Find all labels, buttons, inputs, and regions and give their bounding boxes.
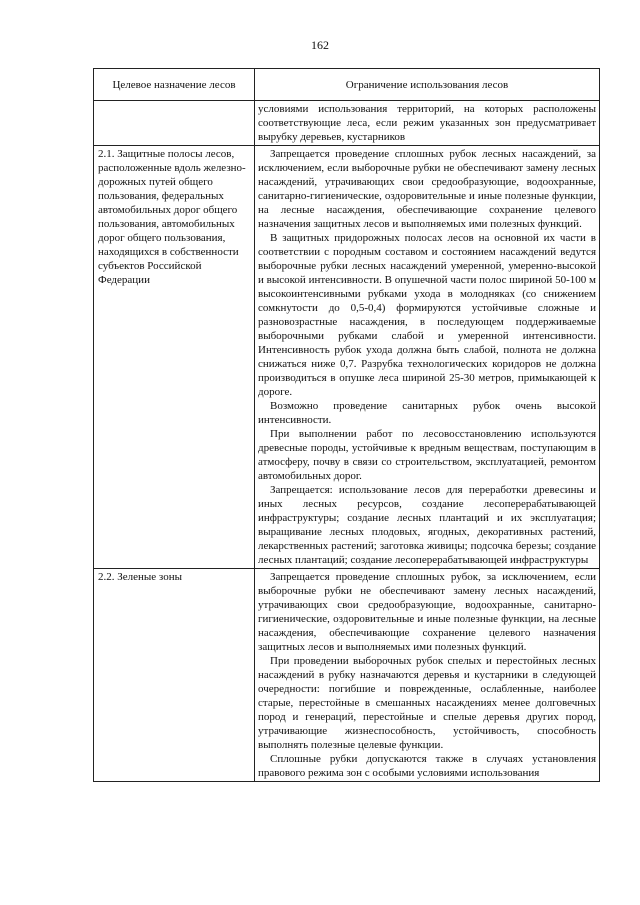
restriction-cell bbox=[255, 101, 600, 146]
restriction-cell bbox=[255, 146, 600, 569]
restriction-paragraph: Запрещается: использование лесов для переработки древесины и иных лесных ресурсов, создание лесоперерабатывающей инфраструктуры; создание лесных плантаций и их эксплуатация; выращивание лесных плодовых, ягодных, декоративных растений, лекарственных растений; заготовка живицы; подсочка березы; создание лесных плантаций; создание лесоперерабатывающей инфраструктуры bbox=[258, 484, 596, 566]
table-row-continuation bbox=[94, 101, 600, 146]
restriction-paragraph: Сплошные рубки допускаются также в случаях установления правового режима зон с особыми условиями использования bbox=[258, 753, 596, 779]
table-row-roadside-strips bbox=[94, 146, 600, 569]
purpose-cell bbox=[94, 101, 255, 146]
table-row-green-zones bbox=[94, 569, 600, 782]
purpose-cell: 2.2. Зеленые зоны bbox=[94, 569, 255, 782]
restriction-paragraph: При проведении выборочных рубок спелых и перестойных лесных насаждений в рубку назначаются деревья и кустарники в следующей очередности: погибшие и поврежденные, ослабленные, наиболее старые, перестойные в смешанных насаждениях менее долговечных пород и генераций, перестойные и спелые деревья других пород, утрачивающие жизнеспособность, устойчивость, способность выполнять полезные целевые функции. bbox=[258, 655, 596, 751]
restriction-cell bbox=[255, 569, 600, 782]
restriction-paragraph: Запрещается проведение сплошных рубок лесных насаждений, за исключением, если выборочные рубки не обеспечивают замену лесных насаждений, утрачивающих свои средообразующие, водоохранные, санитарно-гигиенические, оздоровительные и иные полезные функции, на лесные насаждения, обеспечивающие сохранение целевого назначения защитных лесов и выполняемых ими полезных функций. bbox=[258, 148, 596, 230]
restriction-paragraph: условиями использования территорий, на которых расположены соответствующие леса, если режим указанных зон предусматривает вырубку деревьев, кустарников bbox=[258, 103, 596, 143]
table-header-row bbox=[94, 69, 600, 101]
header-usage-restriction: Ограничение использования лесов bbox=[255, 69, 600, 101]
forest-restrictions-table bbox=[93, 68, 600, 782]
restriction-paragraph: При выполнении работ по лесовосстановлению используются древесные породы, устойчивые к вредным веществам, поступающим в атмосферу, почву в связи со строительством, эксплуатацией, ремонтом автомобильных дорог. bbox=[258, 428, 596, 482]
restriction-paragraph: Возможно проведение санитарных рубок очень высокой интенсивности. bbox=[258, 400, 596, 426]
header-forest-purpose: Целевое назначение лесов bbox=[94, 69, 255, 101]
restriction-paragraph: Запрещается проведение сплошных рубок, за исключением, если выборочные рубки не обеспечивают замену лесных насаждений, утрачивающих свои средообразующие, водоохранные, санитарно-гигиенические, оздоровительные и иные полезные функции, на лесные насаждения, обеспечивающие сохранение целевого назначения защитных лесов и выполняемых ими полезных функций. bbox=[258, 571, 596, 653]
page-number: 162 bbox=[311, 38, 329, 52]
restriction-paragraph: В защитных придорожных полосах лесов на основной их части в соответствии с породным составом и состоянием насаждений ведутся выборочные рубки лесных насаждений умеренной, умеренно-высокой и высокой интенсивности. В опушечной части полос шириной 50-100 м высокоинтенсивными рубками ухода в молодняках (со снижением сомкнутости до 0,5-0,4) формируются устойчивые сложные и разновозрастные насаждения, в последующем поддерживаемые выборочными рубками слабой и умеренной интенсивности. Интенсивность рубок ухода должна быть слабой, полнота не должна снижаться ниже 0,7. Разрубка технологических коридоров не должна производиться в опушке леса шириной 25-30 метров, примыкающей к дороге. bbox=[258, 232, 596, 398]
purpose-cell: 2.1. Защитные полосы лесов, расположенные вдоль железно-дорожных путей общего пользования, федеральных автомобильных дорог общего пользования, автомобильных дорог общего пользования, находящихся в собственности субъектов Российской Федерации bbox=[94, 146, 255, 569]
